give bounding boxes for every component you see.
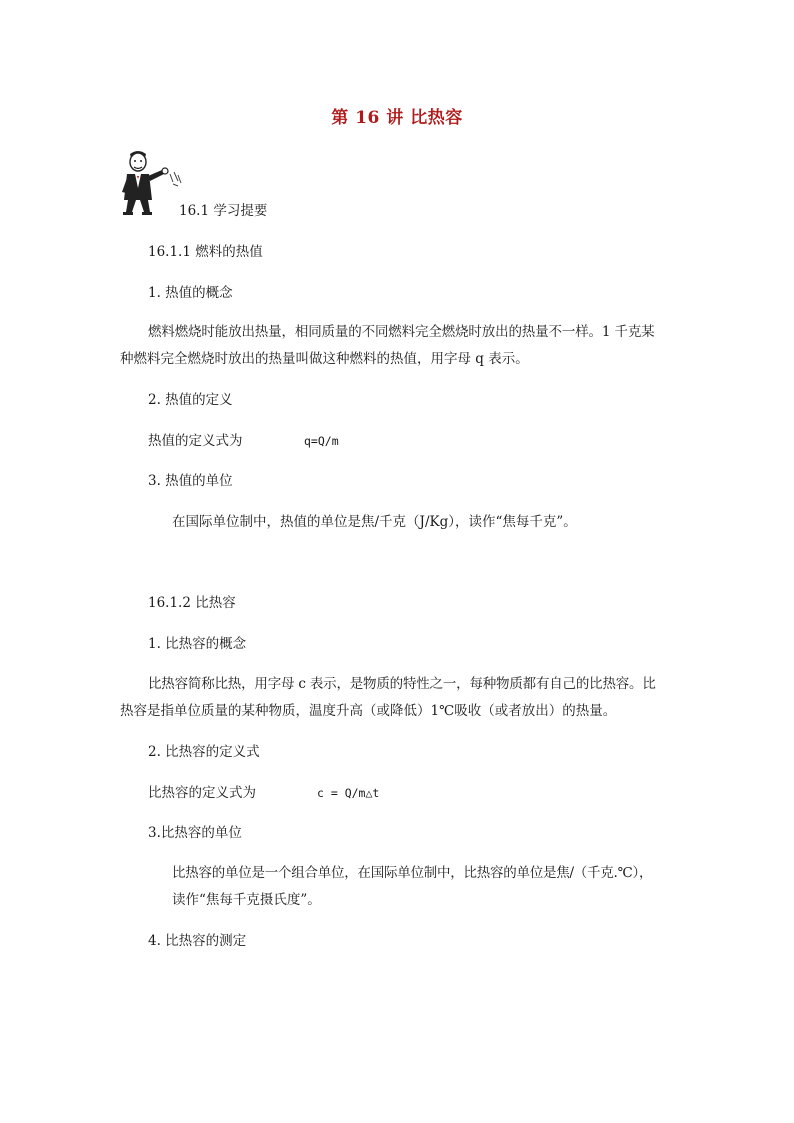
item-heading: 1. 热值的概念 <box>148 285 233 301</box>
paragraph-line: 在国际单位制中，热值的单位是焦/千克（J/Kg），读作“焦每千克”。 <box>172 514 577 530</box>
formula-label: 热值的定义式为 <box>148 433 243 449</box>
section-heading: 16.1 学习提要 <box>179 203 268 219</box>
paragraph-line: 读作“焦每千克摄氏度”。 <box>172 892 321 908</box>
item-heading: 3.比热容的单位 <box>148 825 242 841</box>
paragraph-line: 种燃料完全燃烧时放出的热量叫做这种燃料的热值，用字母 q 表示。 <box>120 351 529 367</box>
item-heading: 4. 比热容的测定 <box>148 933 247 949</box>
item-heading: 2. 热值的定义 <box>148 392 233 408</box>
teacher-pointing-icon <box>118 148 188 218</box>
formula-label: 比热容的定义式为 <box>148 785 256 801</box>
page-title: 第 16 讲 比热容 <box>331 108 463 128</box>
item-heading: 3. 热值的单位 <box>148 473 233 489</box>
paragraph-line: 比热容的单位是一个组合单位，在国际单位制中，比热容的单位是焦/（千克.℃）， <box>172 865 653 881</box>
formula: c = Q/m△t <box>317 786 380 800</box>
paragraph-line: 热容是指单位质量的某种物质，温度升高（或降低）1℃吸收（或者放出）的热量。 <box>120 703 617 719</box>
item-heading: 2. 比热容的定义式 <box>148 744 260 760</box>
subsection-heading-specific-heat: 16.1.2 比热容 <box>148 595 236 611</box>
paragraph-line: 燃料燃烧时能放出热量，相同质量的不同燃料完全燃烧时放出的热量不一样。1 千克某 <box>148 324 655 340</box>
formula: q=Q/m <box>304 434 339 448</box>
item-heading: 1. 比热容的概念 <box>148 636 247 652</box>
paragraph-line: 比热容简称比热，用字母 c 表示，是物质的特性之一，每种物质都有自己的比热容。比 <box>148 676 656 692</box>
subsection-heading-heat-value: 16.1.1 燃料的热值 <box>148 244 263 260</box>
